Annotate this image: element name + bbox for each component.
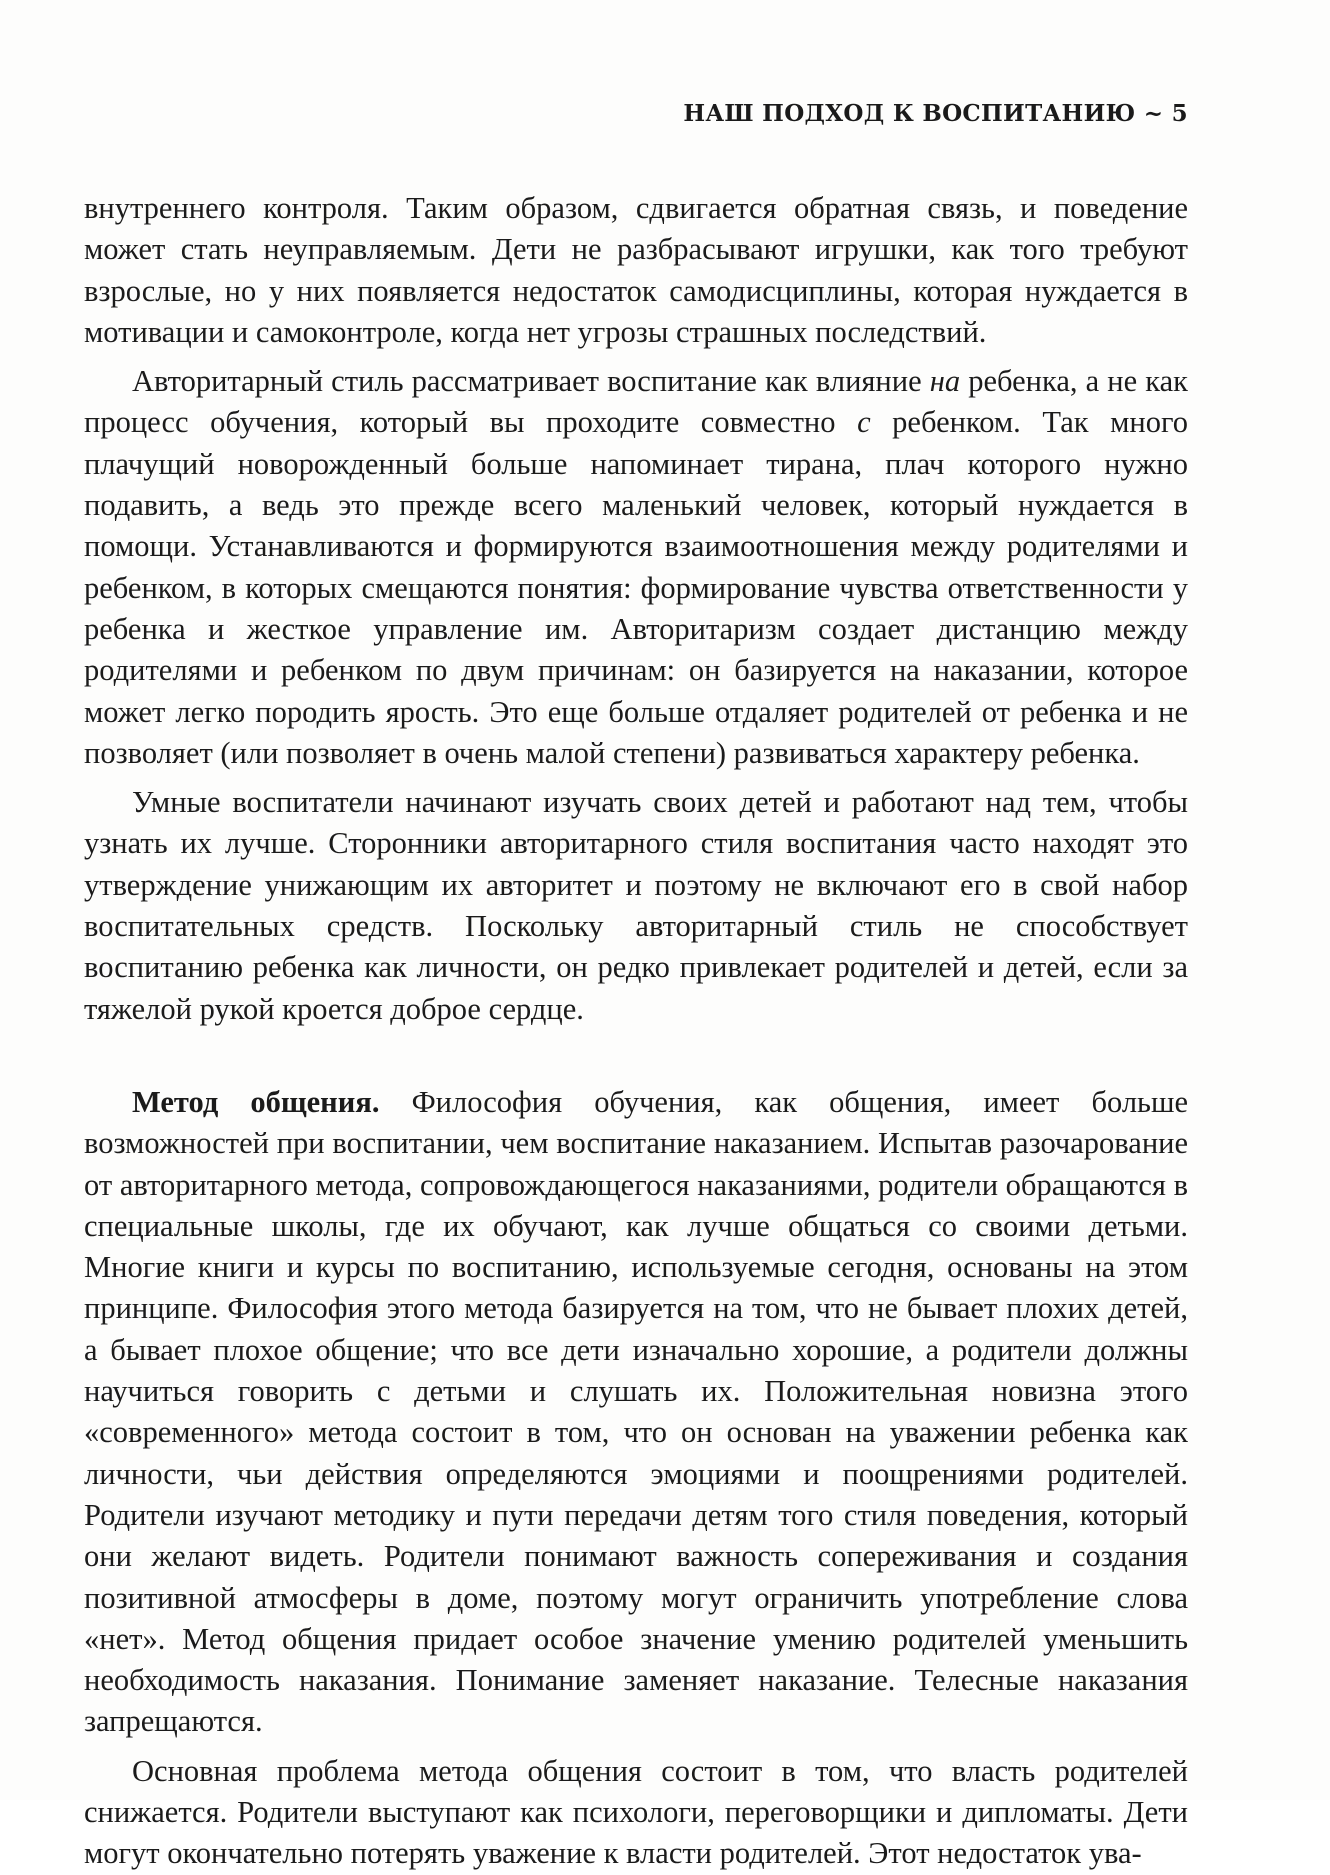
paragraph-2-text-a: Авторитарный стиль рассматривает воспитание как влияние	[132, 364, 930, 399]
running-head: НАШ ПОДХОД К ВОСПИТАНИЮ ~ 5	[683, 100, 1188, 127]
emphasis-na: на	[929, 364, 961, 399]
paragraph-4	[84, 1082, 1188, 1743]
paragraph-2-text-c: ребенком. Так много плачущий новорожденный больше напоминает тирана, плач которого нужно подавить, а ведь это прежде всего маленький человек, который нуждается в помощи. Устанавливаются и формируются взаимоотношения между родителями и ребенком, в которых смещаются понятия: формирование чувства ответственности у ребенка и жесткое управление им. Авторитаризм создает дистанцию между родителями и ребенком по двум причинам: он базируется на наказании, которое может легко породить ярость. Это еще больше отдаляет родителей от ребенка и не позволяет (или позволяет в очень малой степени) развиваться характеру ребенка.	[84, 405, 1188, 770]
body-text	[84, 188, 1188, 1875]
section-heading: Метод общения.	[132, 1084, 380, 1119]
emphasis-s: с	[857, 405, 871, 440]
paragraph-4-text: Философия обучения, как общения, имеет больше возможностей при воспитании, чем воспитание наказанием. Испытав разочарование от авторитарного метода, сопровождающегося наказаниями, родители обращаются в специальные школы, где их обучают, как лучше общаться со своими детьми. Многие книги и курсы по воспитанию, используемые сегодня, основаны на этом принципе. Философия этого метода базируется на том, что не бывает плохих детей, а бывает плохое общение; что все дети изначально хорошие, а родители должны научиться говорить с детьми и слушать их. Положительная новизна этого «современного» метода состоит в том, что он основан на уважении ребенка как личности, чьи действия определяются эмоциями и поощрениями родителей. Родители изучают методику и пути передачи детям того стиля поведения, который они желают видеть. Родители понимают важность сопереживания и создания позитивной атмосферы в доме, поэтому могут ограничить употребление слова «нет». Метод общения придает особое значение умению родителей уменьшить необходимость наказания. Понимание заменяет наказание. Телесные наказания запрещаются.	[84, 1084, 1188, 1739]
paragraph-1: внутреннего контроля. Таким образом, сдвигается обратная связь, и поведение может стать неуправляемым. Дети не разбрасывают игрушки, как того требуют взрослые, но у них появляется недостаток самодисциплины, которая нуждается в мотивации и самоконтроле, когда нет угрозы страшных последствий.	[84, 191, 1188, 349]
paragraph-3: Умные воспитатели начинают изучать своих детей и работают над тем, чтобы узнать их лучше. Сторонники авторитарного стиля воспитания часто находят это утверждение унижающим их авторитет и поэтому не включают его в свой набор воспитательных средств. Поскольку авторитарный стиль не способствует воспитанию ребенка как личности, он редко привлекает родителей и детей, если за тяжелой рукой кроется доброе сердце.	[84, 785, 1188, 1026]
paragraph-2	[84, 361, 1188, 774]
paragraph-2-text-b: ребенка, а не как процесс обучения, который вы проходите совместно	[84, 364, 1188, 440]
paragraph-5: Основная проблема метода общения состоит в том, что власть родителей снижается. Родители выступают как психологи, переговорщики и дипломаты. Дети могут окончательно потерять уважение к власти родителей. Этот недостаток ува-	[84, 1753, 1188, 1871]
